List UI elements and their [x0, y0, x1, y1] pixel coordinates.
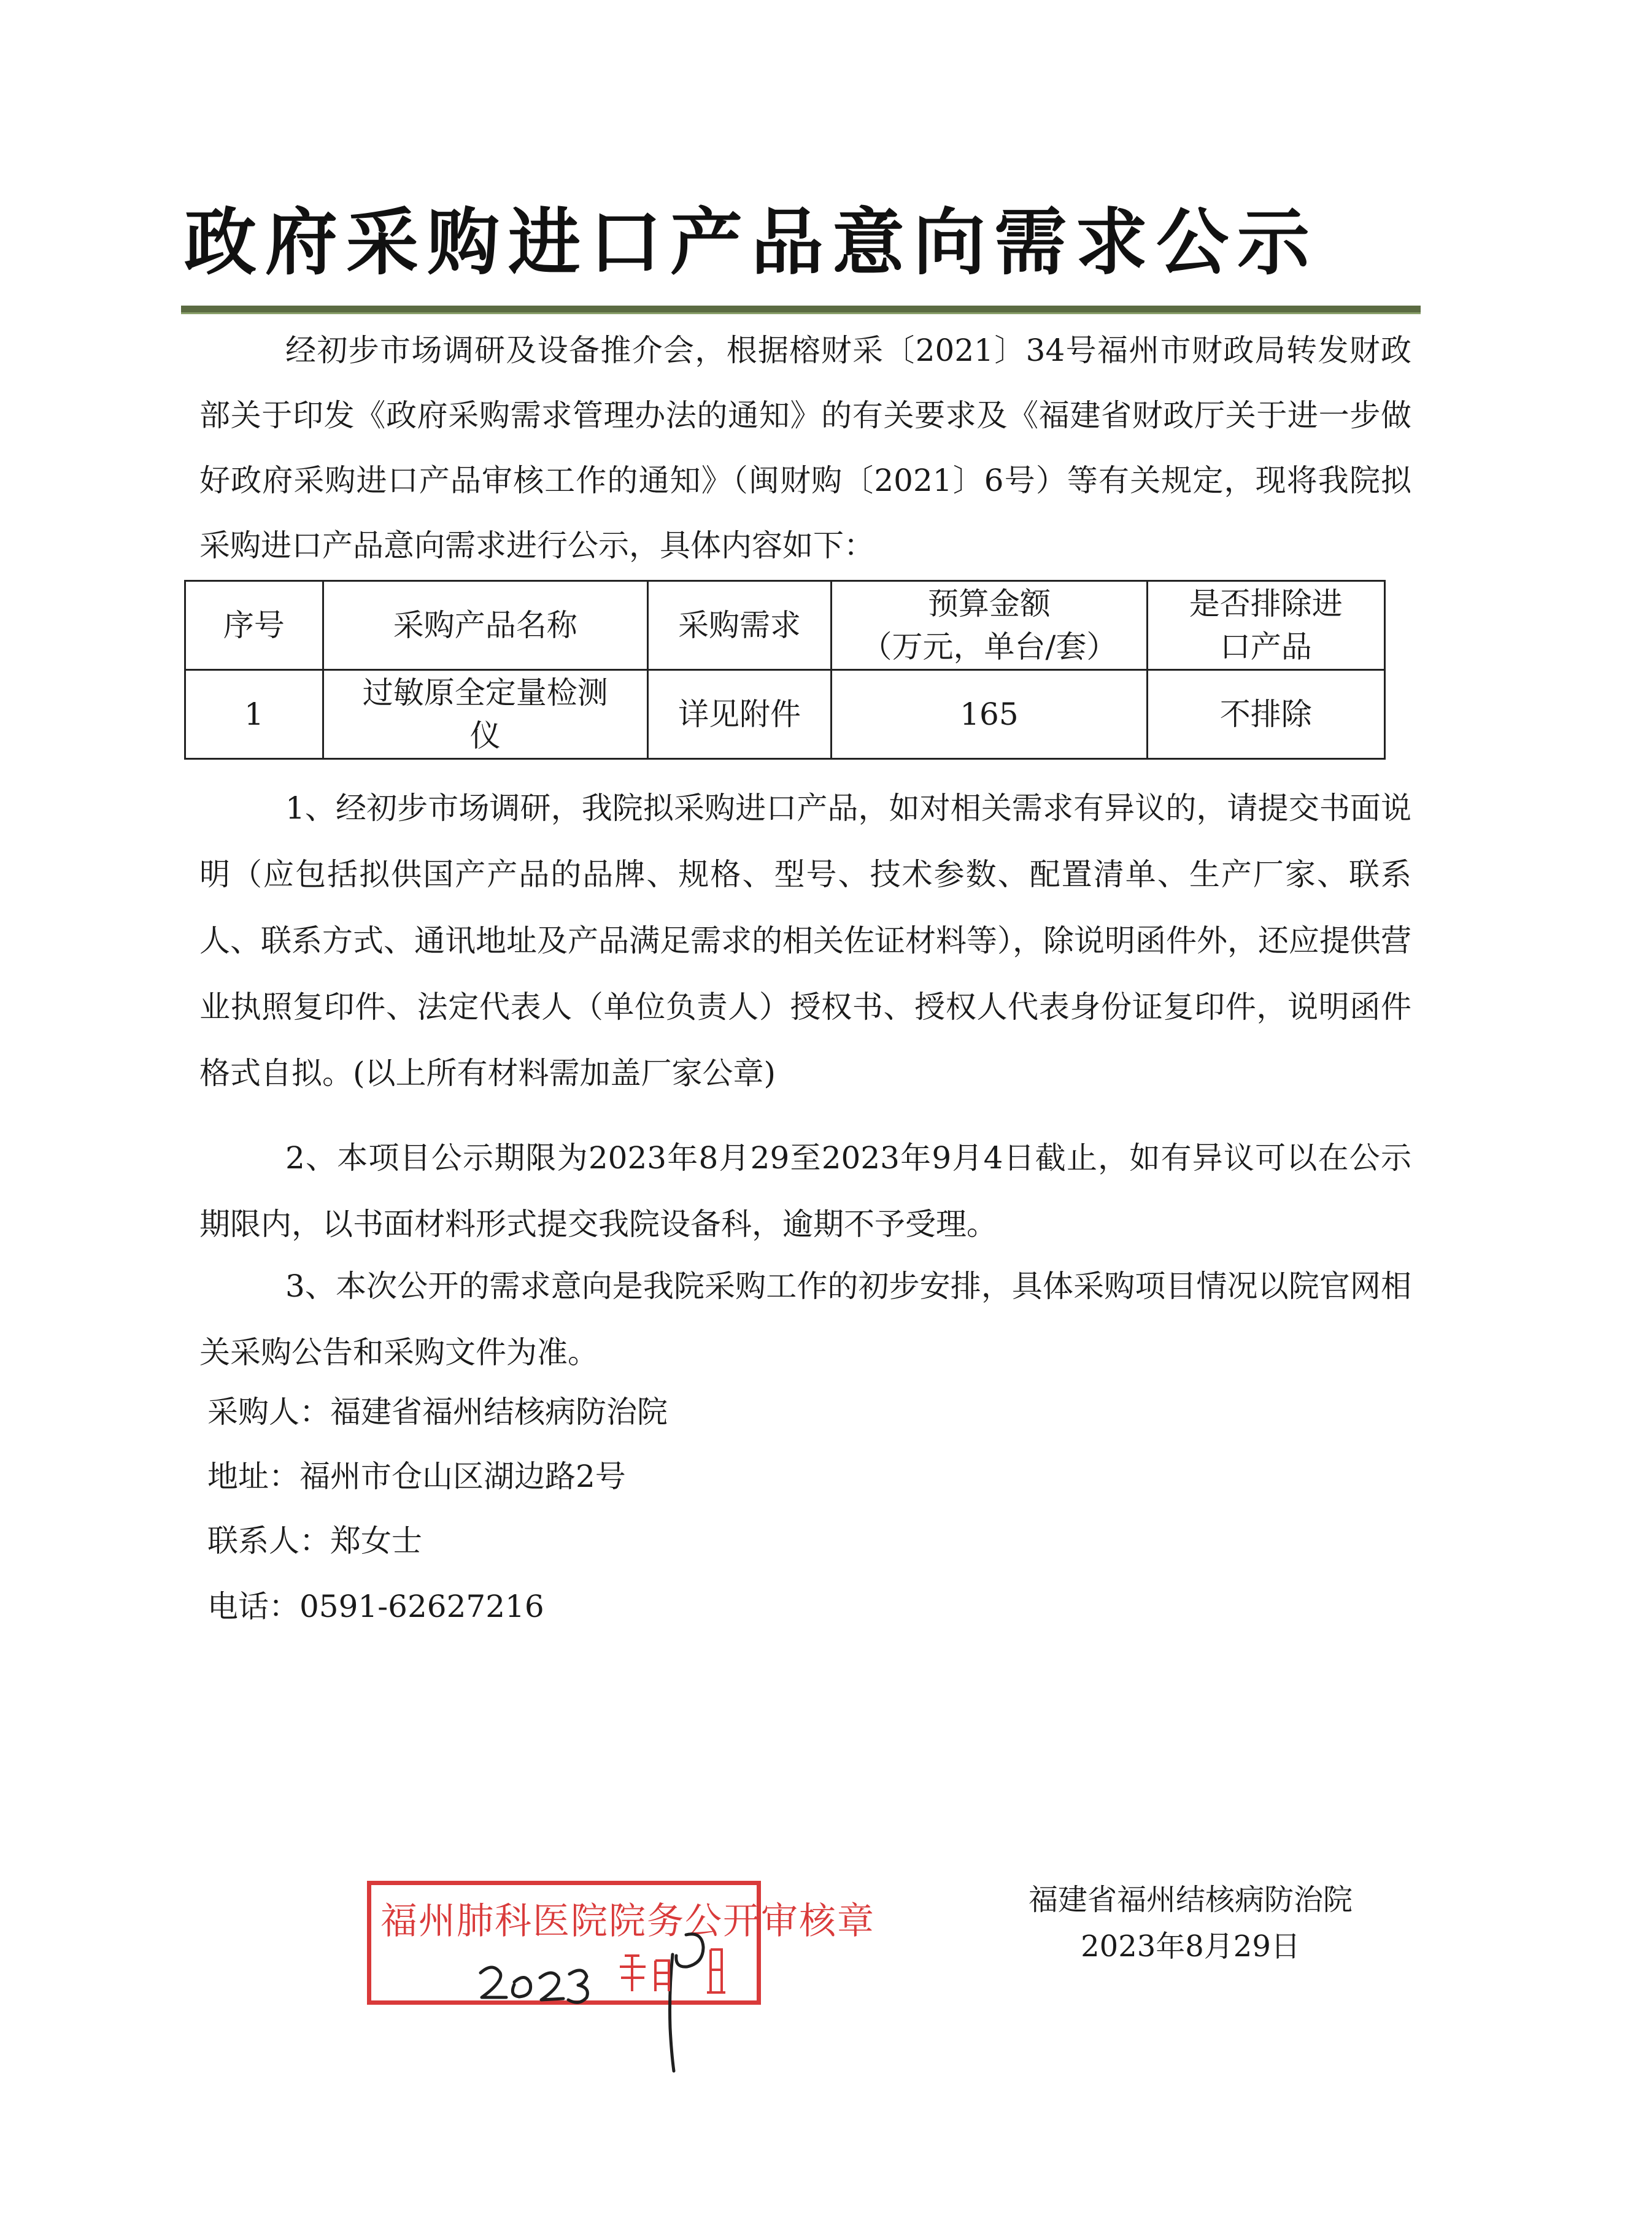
purchaser-value: 福建省福州结核病防治院 — [330, 1394, 668, 1430]
header-cell-requirement: 采购需求 — [647, 581, 832, 670]
handwritten-date-signature — [367, 1881, 875, 2083]
title-divider — [181, 306, 1421, 314]
address-label: 地址： — [207, 1459, 299, 1494]
review-stamp — [367, 1881, 875, 2010]
contact-label: 联系人： — [207, 1523, 330, 1559]
table-row — [185, 670, 1385, 759]
intro-paragraph: 经初步市场调研及设备推介会，根据榕财采〔2021〕34号福州市财政局转发财政部关于印发《政府采购需求管理办法的通知》的有关要求及《福建省财政厅关于进一步做好政府采购进口产品审核工作的通知》（闽财购〔2021〕6号）等有关规定，现将我院拟采购进口产品意向需求进行公示，具体内容如下： — [199, 333, 1411, 563]
document-title: 政府采购进口产品意向需求公示 — [184, 200, 1319, 285]
signature-block — [982, 1876, 1399, 1970]
note-paragraph-2: 2、本项目公示期限为2023年8月29至2023年9月4日截止，如有异议可以在公示期限内，以书面材料形式提交我院设备科，逾期不予受理。 — [199, 1140, 1411, 1242]
purchaser-label: 采购人： — [207, 1394, 330, 1430]
header-cell-index: 序号 — [185, 581, 323, 670]
cell-requirement: 详见附件 — [647, 670, 832, 759]
contact-line — [207, 1522, 422, 1559]
requirements-table — [184, 580, 1386, 760]
cell-budget: 165 — [832, 670, 1147, 759]
purchaser-line — [207, 1394, 668, 1430]
phone-value: 0591-62627216 — [299, 1589, 544, 1624]
cell-product: 过敏原全定量检测 仪 — [323, 670, 647, 759]
address-value: 福州市仓山区湖边路2号 — [299, 1459, 626, 1494]
header-cell-exclude: 是否排除进 口产品 — [1147, 581, 1384, 670]
header-cell-product: 采购产品名称 — [323, 581, 647, 670]
address-line — [207, 1458, 626, 1495]
contact-value: 郑女士 — [330, 1523, 422, 1559]
header-cell-budget: 预算金额 （万元，单台/套） — [832, 581, 1147, 670]
note-paragraph-3: 3、本次公开的需求意向是我院采购工作的初步安排，具体采购项目情况以院官网相关采购公告和采购文件为准。 — [199, 1268, 1411, 1370]
note-paragraph-1: 1、经初步市场调研，我院拟采购进口产品，如对相关需求有异议的，请提交书面说明（应包括拟供国产产品的品牌、规格、型号、技术参数、配置清单、生产厂家、联系人、联系方式、通讯地址及产品满足需求的相关佐证材料等），除说明函件外，还应提供营业执照复印件、法定代表人（单位负责人）授权书、授权人代表身份证复印件，说明函件格式自拟。(以上所有材料需加盖厂家公章) — [199, 790, 1411, 1091]
signature-org: 福建省福州结核病防治院 — [1028, 1883, 1353, 1917]
stamp-text: 福州肺科医院院务公开审核章 — [380, 1900, 875, 1943]
phone-line — [207, 1588, 544, 1625]
signature-date: 2023年8月29日 — [1081, 1929, 1300, 1964]
cell-index: 1 — [185, 670, 323, 759]
table-header-row — [185, 581, 1385, 670]
cell-exclude: 不排除 — [1147, 670, 1384, 759]
phone-label: 电话： — [207, 1589, 299, 1624]
